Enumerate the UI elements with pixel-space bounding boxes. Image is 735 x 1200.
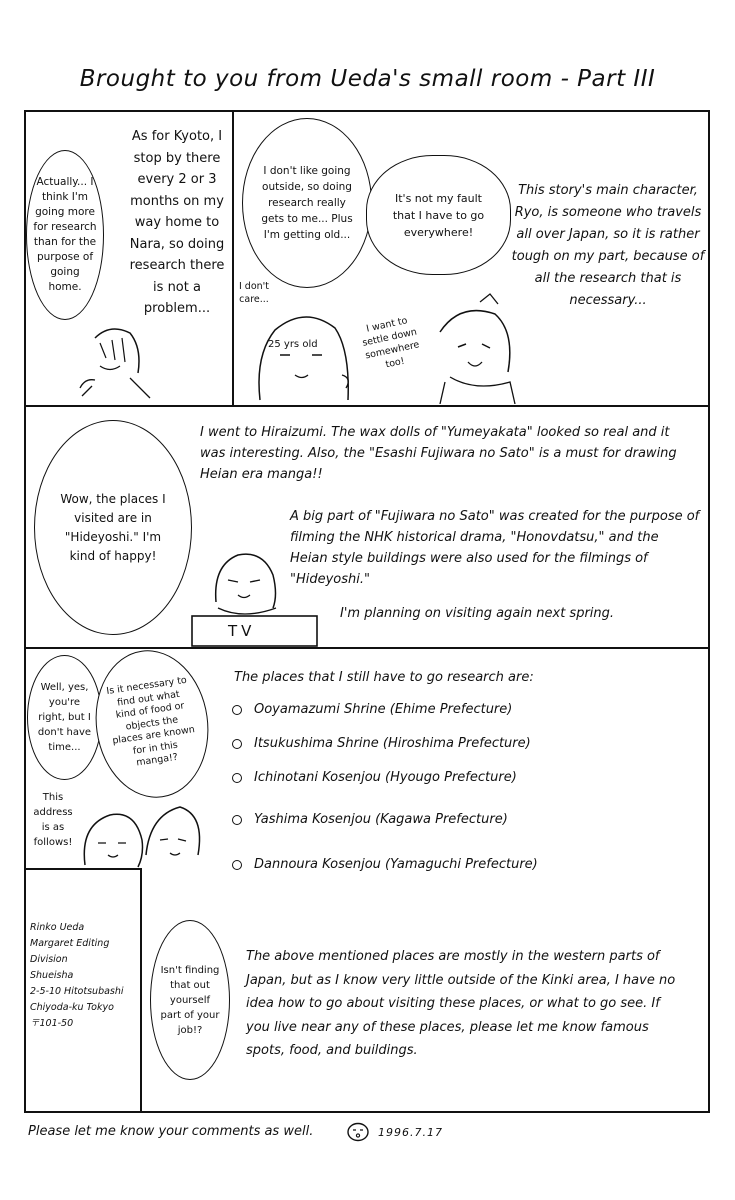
age-label: 25 yrs old [268, 339, 318, 350]
place-item-1: Ooyamazumi Shrine (Ehime Prefecture) [232, 700, 512, 719]
bullet-circle-icon [232, 773, 242, 783]
dont-care-text: I don't care... [238, 281, 270, 305]
address-line: 〒101-50 [30, 1018, 74, 1029]
footer-date: 1996.7.17 [378, 1126, 443, 1139]
speech-bubble-job: Isn't finding that out yourself part of your job!? [150, 920, 230, 1080]
speech-bubble-wow: Wow, the places I visited are in "Hideyoshi." I'm kind of happy! [34, 420, 192, 635]
address-block [30, 920, 142, 1032]
speech-bubble-fault: It's not my fault that I have to go everywhere! [366, 155, 511, 275]
spring-paragraph: I'm planning on visiting again next spring. [340, 606, 615, 621]
place-item-2: Itsukushima Shrine (Hiroshima Prefecture) [232, 734, 531, 753]
speech-bubble-outside: I don't like going outside, so doing research really gets to me... Plus I'm getting old... [242, 118, 372, 288]
address-line: Shueisha [30, 970, 74, 981]
page-title: Brought to you from Ueda's small room - Part III [79, 66, 656, 92]
address-line: Rinko Ueda [30, 922, 85, 933]
two-characters-sketch [80, 795, 210, 875]
kyoto-text: As for Kyoto, I stop by there every 2 or 3 months on my way home to Nara, so doing research there is not a problem... [129, 129, 225, 316]
hiraizumi-paragraph: I went to Hiraizumi. The wax dolls of "Yumeyakata" looked so real and it was interesting. Also, the "Esashi Fujiwara no Sato" is a must for drawing Heian era manga!! [200, 425, 677, 482]
place-item-5: Dannoura Kosenjou (Yamaguchi Prefecture) [232, 855, 538, 874]
settle-text: I want to settle down somewhere too! [361, 315, 421, 371]
place-item-3: Ichinotani Kosenjou (Hyougo Prefecture) [232, 768, 517, 787]
character-sketch-left [70, 318, 160, 403]
bullet-circle-icon [232, 815, 242, 825]
address-line: 2-5-10 Hitotsubashi [30, 986, 124, 997]
address-line: Margaret Editing Division [30, 938, 110, 965]
smiley-face-icon [346, 1122, 370, 1142]
closing-paragraph: The above mentioned places are mostly in the western parts of Japan, but as I know very little outside of the Kinki area, I have no idea how to go about visiting these places, or what to go see. If you live near any of these places, please let me know famous spots, food, and buildings. [246, 949, 676, 1058]
footer-comments: Please let me know your comments as well. [28, 1124, 314, 1139]
tv-character-sketch [188, 540, 328, 648]
address-line: Chiyoda-ku Tokyo [30, 1002, 114, 1013]
fujiwara-paragraph: A big part of "Fujiwara no Sato" was created for the purpose of filming the NHK historical drama, "Honovdatsu," and the Heian style buildings were also used for the filmings of "Hideyoshi." [290, 509, 700, 587]
story-text: This story's main character, Ryo, is someone who travels all over Japan, so it is rather tough on my part, because of all the research that is necessary... [511, 183, 705, 308]
research-list-heading: The places that I still have to go research are: [234, 670, 534, 685]
speech-bubble-necessary: Is it necessary to find out what kind of food or objects the places are known for in this manga!? [86, 643, 218, 805]
bullet-circle-icon [232, 860, 242, 870]
tv-label: TV [228, 622, 256, 640]
address-intro-text: This address is as follows! [33, 792, 73, 848]
speech-bubble-actually: Actually... I think I'm going more for research than for the purpose of going home. [26, 150, 104, 320]
place-item-4: Yashima Kosenjou (Kagawa Prefecture) [232, 810, 508, 829]
bullet-circle-icon [232, 739, 242, 749]
bullet-circle-icon [232, 705, 242, 715]
speech-bubble-yes: Well, yes, you're right, but I don't have time... [27, 655, 102, 780]
